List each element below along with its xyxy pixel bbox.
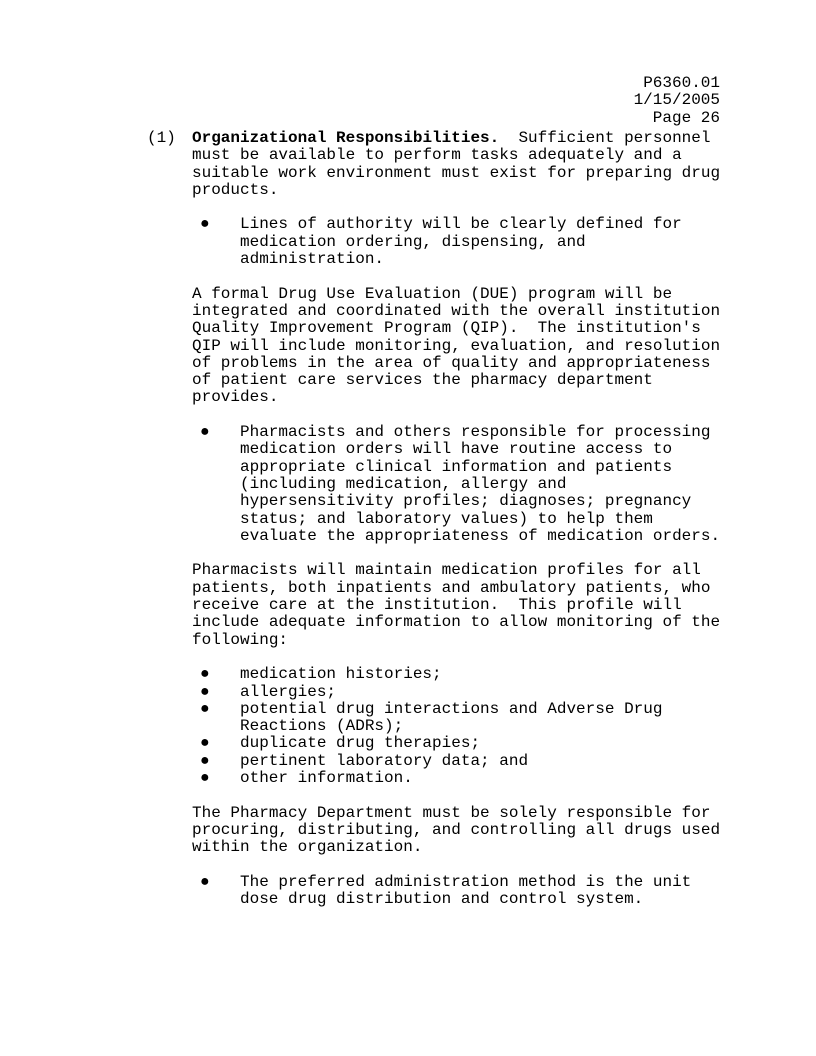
text-line: evaluate the appropriateness of medication orders.	[240, 526, 721, 545]
page-number: Page 26	[652, 108, 720, 127]
text-line: hypersensitivity profiles; diagnoses; pregnancy	[240, 492, 692, 511]
bullet-icon: ●	[200, 699, 210, 718]
text-line: duplicate drug therapies;	[240, 734, 481, 753]
text-line: pertinent laboratory data; and	[240, 751, 529, 770]
list-item	[192, 753, 752, 770]
text-line: following:	[192, 630, 289, 649]
text-line: medication ordering, dispensing, and	[240, 232, 586, 251]
list-item	[192, 424, 752, 545]
text-line: receive care at the institution. This profile will	[192, 596, 682, 615]
list-item	[192, 216, 752, 268]
text-line: The preferred administration method is the unit	[240, 872, 692, 891]
text-line: status; and laboratory values) to help them	[240, 509, 653, 528]
section-number: (1)	[147, 129, 176, 147]
list-item	[192, 666, 752, 683]
document-body	[147, 129, 752, 926]
list-item	[192, 701, 752, 736]
paragraph	[192, 805, 752, 857]
document-date: 1/15/2005	[633, 91, 720, 110]
bullet-list	[192, 874, 752, 909]
text-line: Reactions (ADRs);	[240, 717, 404, 736]
bullet-icon: ●	[200, 665, 210, 684]
text-line: QIP will include monitoring, evaluation, and resolution	[192, 336, 721, 355]
text-line: administration.	[240, 250, 385, 269]
list-item	[192, 684, 752, 701]
text-line: within the organization.	[192, 838, 423, 857]
bullet-icon: ●	[200, 423, 210, 442]
text-line: integrated and coordinated with the overall institution	[192, 301, 721, 320]
bullet-list	[192, 666, 752, 787]
bullet-icon: ●	[200, 872, 210, 891]
text-line: A formal Drug Use Evaluation (DUE) program will be	[192, 284, 673, 303]
text-line: of patient care services the pharmacy department	[192, 371, 653, 390]
text-line: Quality Improvement Program (QIP). The institution's	[192, 319, 701, 338]
text-line: include adequate information to allow monitoring of the	[192, 613, 721, 632]
text-line: must be available to perform tasks adequately and a	[192, 146, 682, 165]
text-line: other information.	[240, 768, 413, 787]
bullet-icon: ●	[200, 215, 210, 234]
text-line: medication histories;	[240, 665, 442, 684]
section-intro	[147, 129, 752, 199]
text-line: appropriate clinical information and patients	[240, 457, 673, 476]
list-item	[192, 770, 752, 787]
text-line: Pharmacists and others responsible for processing	[240, 423, 711, 442]
text-line: of problems in the area of quality and appropriateness	[192, 353, 711, 372]
text-line: patients, both inpatients and ambulatory patients, who	[192, 578, 711, 597]
text-line: suitable work environment must exist for preparing drug	[192, 163, 721, 182]
text-line: Pharmacists will maintain medication profiles for all	[192, 561, 701, 580]
bullet-list	[192, 216, 752, 268]
bullet-icon: ●	[200, 682, 210, 701]
bullet-icon: ●	[200, 751, 210, 770]
list-item	[192, 735, 752, 752]
text-line: potential drug interactions and Adverse Drug	[240, 699, 663, 718]
text-line: products.	[192, 180, 279, 199]
text-line: medication orders will have routine access to	[240, 440, 673, 459]
text-line: procuring, distributing, and controlling all drugs used	[192, 820, 721, 839]
bullet-icon: ●	[200, 768, 210, 787]
paragraph	[192, 286, 752, 407]
document-number: P6360.01	[643, 74, 720, 92]
bullet-icon: ●	[200, 734, 210, 753]
list-item	[192, 874, 752, 909]
section-title: Organizational Responsibilities.	[192, 129, 500, 147]
intro-text: Sufficient personnel	[499, 129, 711, 147]
text-line: The Pharmacy Department must be solely responsible for	[192, 803, 711, 822]
paragraph	[192, 562, 752, 648]
text-line: dose drug distribution and control system.	[240, 890, 644, 909]
text-line: provides.	[192, 388, 279, 407]
text-line: Lines of authority will be clearly defined for	[240, 215, 682, 234]
bullet-list	[192, 424, 752, 545]
text-line: allergies;	[240, 682, 337, 701]
page-header	[634, 75, 720, 127]
text-line: (including medication, allergy and	[240, 474, 567, 493]
